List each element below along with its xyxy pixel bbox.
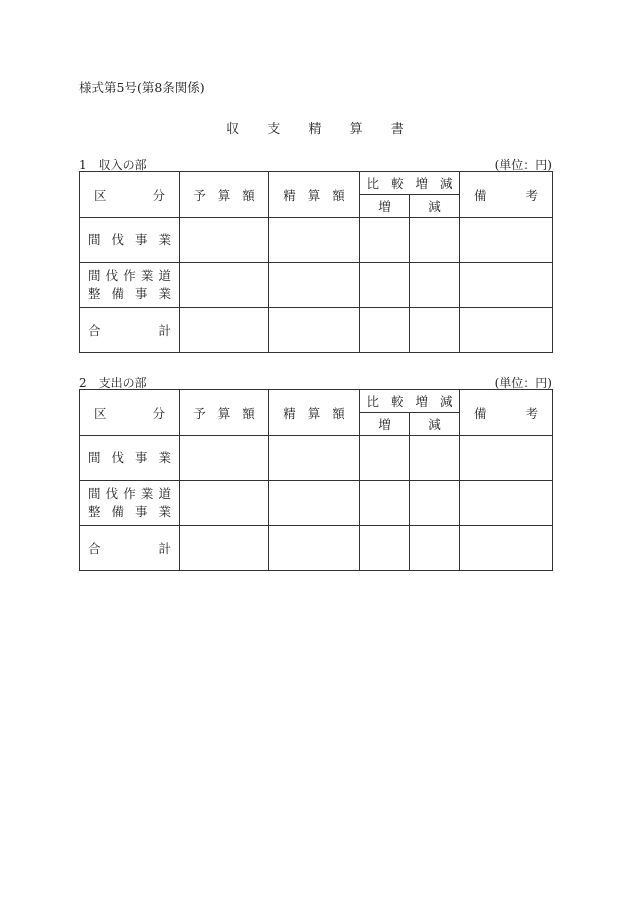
cell-increase[interactable] xyxy=(360,263,410,308)
table-row xyxy=(80,526,553,571)
header-budget-amount: 予 算 額 xyxy=(180,390,269,436)
section-title: 1 収入の部 xyxy=(79,158,147,172)
cell-budget[interactable] xyxy=(180,308,269,353)
cell-increase[interactable] xyxy=(360,308,410,353)
cell-increase[interactable] xyxy=(360,218,410,263)
cell-budget[interactable] xyxy=(180,526,269,571)
cell-decrease[interactable] xyxy=(410,263,460,308)
cell-decrease[interactable] xyxy=(410,526,460,571)
cell-budget[interactable] xyxy=(180,218,269,263)
table-row xyxy=(80,481,553,526)
cell-increase[interactable] xyxy=(360,526,410,571)
header-comparison: 比 較 増 減 xyxy=(360,172,460,195)
section-title: 2 支出の部 xyxy=(79,376,147,390)
table-row xyxy=(80,308,553,353)
header-settled-amount: 精 算 額 xyxy=(269,390,360,436)
header-settled-amount: 精 算 額 xyxy=(269,172,360,218)
title-char: 収 xyxy=(226,122,240,137)
cell-budget[interactable] xyxy=(180,481,269,526)
header-remarks: 備 考 xyxy=(460,390,553,436)
row-label-thinning: 間 伐 事 業 xyxy=(80,218,180,263)
header-decrease: 減 xyxy=(410,195,460,218)
row-label-thinning: 間 伐 事 業 xyxy=(80,436,180,481)
cell-increase[interactable] xyxy=(360,481,410,526)
unit-label: (単位：円) xyxy=(494,158,552,172)
cell-remarks[interactable] xyxy=(460,481,553,526)
cell-settled[interactable] xyxy=(269,263,360,308)
header-decrease: 減 xyxy=(410,413,460,436)
table-row xyxy=(80,263,553,308)
cell-remarks[interactable] xyxy=(460,308,553,353)
form-number: 様式第5号(第8条関係) xyxy=(79,80,205,95)
header-increase: 増 xyxy=(360,195,410,218)
row-label-road: 間 伐 作 業 道 整 備 事 業 xyxy=(80,263,180,308)
income-table xyxy=(79,171,553,353)
cell-decrease[interactable] xyxy=(410,436,460,481)
cell-remarks[interactable] xyxy=(460,436,553,481)
cell-decrease[interactable] xyxy=(410,308,460,353)
cell-remarks[interactable] xyxy=(460,263,553,308)
row-label-road: 間 伐 作 業 道 整 備 事 業 xyxy=(80,481,180,526)
expense-table xyxy=(79,389,553,571)
table-row xyxy=(80,218,553,263)
header-increase: 増 xyxy=(360,413,410,436)
document-title xyxy=(0,118,630,137)
header-kubun: 区 分 xyxy=(80,172,180,218)
header-comparison: 比 較 増 減 xyxy=(360,390,460,413)
title-char: 精 xyxy=(308,122,322,137)
title-char: 書 xyxy=(390,122,404,137)
cell-decrease[interactable] xyxy=(410,218,460,263)
header-remarks: 備 考 xyxy=(460,172,553,218)
cell-budget[interactable] xyxy=(180,263,269,308)
title-char: 算 xyxy=(349,122,363,137)
header-kubun: 区 分 xyxy=(80,390,180,436)
cell-settled[interactable] xyxy=(269,526,360,571)
cell-budget[interactable] xyxy=(180,436,269,481)
table-row xyxy=(80,436,553,481)
cell-decrease[interactable] xyxy=(410,481,460,526)
cell-remarks[interactable] xyxy=(460,526,553,571)
cell-increase[interactable] xyxy=(360,436,410,481)
title-char: 支 xyxy=(267,122,281,137)
cell-remarks[interactable] xyxy=(460,218,553,263)
cell-settled[interactable] xyxy=(269,436,360,481)
row-label-total: 合 計 xyxy=(80,308,180,353)
cell-settled[interactable] xyxy=(269,308,360,353)
header-budget-amount: 予 算 額 xyxy=(180,172,269,218)
cell-settled[interactable] xyxy=(269,218,360,263)
unit-label: (単位：円) xyxy=(494,376,552,390)
cell-settled[interactable] xyxy=(269,481,360,526)
row-label-total: 合 計 xyxy=(80,526,180,571)
